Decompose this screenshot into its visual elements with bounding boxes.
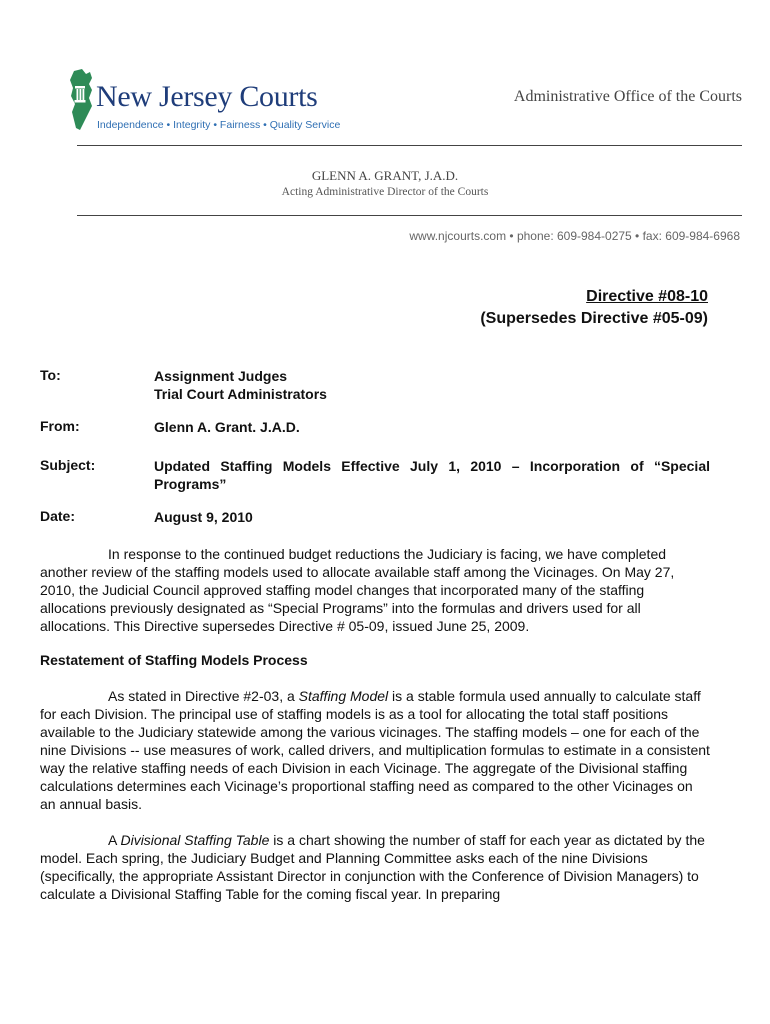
memo-from-value: Glenn A. Grant. J.A.D. bbox=[154, 419, 300, 435]
memo-block bbox=[40, 367, 710, 526]
memo-date-value: August 9, 2010 bbox=[154, 509, 253, 525]
divisional-staffing-table-term: Divisional Staffing Table bbox=[120, 832, 270, 848]
contact-line: www.njcourts.com • phone: 609-984-0275 • fax: 609-984-6968 bbox=[409, 229, 740, 243]
memo-subject-value: Updated Staffing Models Effective July 1, 2010 – Incorporation of “Special Programs” bbox=[154, 458, 710, 492]
memo-to-value bbox=[154, 367, 710, 418]
memo-date-label: Date: bbox=[40, 508, 76, 524]
body-paragraph-1: In response to the continued budget reductions the Judiciary is facing, we have completed another review of the staffing models used to allocate available staff among the Vicinages. On May 27, 2010, the Judicial Council approved staffing model changes that incorporated many of the staffing allocations previously designated as “Special Programs” into the formulas and drivers used for all allocations. This Directive supersedes Directive # 05-09, issued June 25, 2009. bbox=[40, 546, 675, 634]
memo-to-recipient-2: Trial Court Administrators bbox=[154, 386, 327, 402]
body-paragraph-3 bbox=[40, 831, 712, 903]
memo-to-row bbox=[40, 367, 710, 418]
memo-subject-row bbox=[40, 457, 710, 508]
director-name: GLENN A. GRANT, J.A.D. bbox=[311, 168, 459, 183]
logo-tagline: Independence • Integrity • Fairness • Quality Service bbox=[97, 119, 341, 131]
body-paragraph-2 bbox=[40, 687, 712, 813]
header-divider-bottom bbox=[77, 215, 742, 216]
memo-from-label: From: bbox=[40, 418, 80, 434]
memo-date-row bbox=[40, 508, 710, 526]
memo-to-label: To: bbox=[40, 367, 61, 383]
header-divider-top bbox=[77, 145, 742, 146]
new-jersey-state-icon bbox=[70, 69, 92, 130]
paragraph-2-text-start: As stated in Directive #2-03, a bbox=[108, 688, 299, 704]
directive-number: Directive #08-10 bbox=[586, 288, 708, 305]
staffing-model-term: Staffing Model bbox=[298, 688, 389, 704]
paragraph-2-text-end: is a stable formula used annually to calculate staff for each Division. The principal use of staffing models is as a tool for allocating the total staff positions available to the Judiciary statewide among the various vicinages. The staffing models – one for each of the nine Divisions -- use measures of work, called drivers, and multiplication formulas to estimate in a consistent way the relative staffing needs of each Division in each Vicinage. The aggregate of the Divisional staffing calculations determines each Vicinage’s proportional staffing need as compared to the other Vicinages on an annual basis. bbox=[40, 688, 710, 812]
document-body bbox=[40, 545, 712, 903]
memo-to-recipient-1: Assignment Judges bbox=[154, 368, 288, 384]
paragraph-3-text-start: A bbox=[108, 832, 121, 848]
section-heading: Restatement of Staffing Models Process bbox=[40, 652, 308, 668]
director-title: Acting Administrative Director of the Courts bbox=[281, 186, 489, 198]
office-name: Administrative Office of the Courts bbox=[513, 88, 742, 105]
directive-supersedes: (Supersedes Directive #05-09) bbox=[480, 310, 708, 327]
memo-from-row bbox=[40, 418, 710, 457]
directive-heading bbox=[480, 286, 708, 330]
logo-wordmark: New Jersey Courts bbox=[96, 80, 318, 113]
paragraph-3-text-end: is a chart showing the number of staff for each year as dictated by the model. Each spring, the Judiciary Budget and Planning Committee asks each of the nine Divisions (specifically, the appropriate Assistant Director in conjunction with the Conference of Division Managers) to calculate a Divisional Staffing Table for the coming fiscal year. In preparing bbox=[40, 832, 705, 902]
memo-subject-label: Subject: bbox=[40, 457, 96, 473]
